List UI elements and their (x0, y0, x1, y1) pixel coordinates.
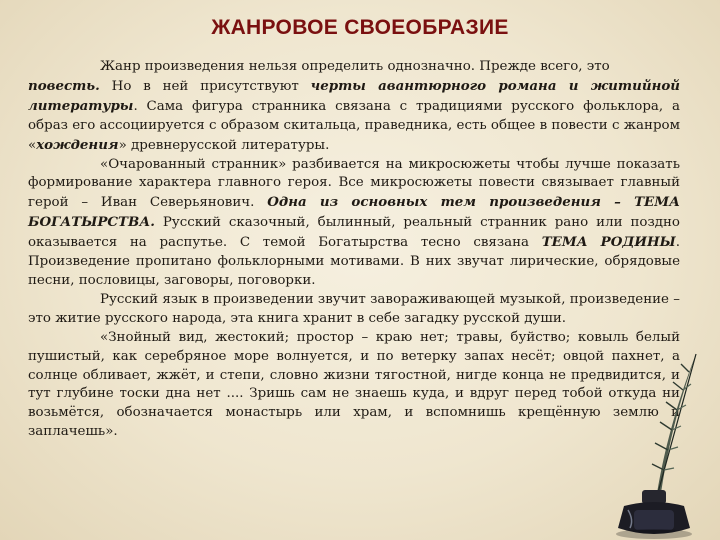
paragraph-language: Русский язык в произведении звучит завораживающей музыкой, произведение – это житие русского народа, эта книга хранит в себе загадку русской души. (28, 291, 680, 326)
body-text (28, 58, 680, 442)
emphasis-bogatyrstvo: Одна из основных тем произведения – ТЕМА БОГАТЫРСТВА. (28, 194, 680, 231)
paragraph-themes: «Очарованный странник» разбивается на микросюжеты чтобы лучше показать формирование характера главного героя. Все микросюжеты повести связывает главный герой – Иван Северьянович. Одна из основных тем произведения – ТЕМА БОГАТЫРСТВА. Русский сказочный, былинный, реальный странник рано или поздно оказывается на распутье. С темой Богатырства тесно связана ТЕМА РОДИНЫ. Произведение пропитано фольклорными мотивами. В них звучат лирические, обрядовые песни, пословицы, заговоры, поговорки. (28, 156, 680, 288)
emphasis-povest: повесть. (28, 77, 100, 94)
paragraph-genre: Жанр произведения нельзя определить однозначно. Прежде всего, это повесть. Но в ней присутствуют черты авантюрного романа и житийной литературы. Сама фигура странника связана с традициями русского фольклора, а образ его ассоциируется с образом скитальца, праведника, есть общее в повести с жанром «хождения» древнерусской литературы. (28, 59, 680, 153)
inkwell-quill-icon (604, 350, 712, 540)
emphasis-khozhdenie: хождения (36, 136, 119, 153)
slide-title: ЖАНРОВОЕ СВОЕОБРАЗИЕ (211, 16, 509, 39)
emphasis-rodina: ТЕМА РОДИНЫ (541, 234, 676, 251)
emphasis-novel-traits: черты авантюрного романа и житийной литературы (28, 77, 680, 114)
paragraph-quote: «Знойный вид, жестокий; простор – краю нет; травы, буйство; ковыль белый пушистый, как серебряное море волнуется, и по ветерку запах несёт; овцой пахнет, а солнце обливает, жжёт, и степи, словно жизни тягостной, нигде конца не предвидится, и тут глубине тоски дна нет .... Зришь сам не знаешь куда, и вдруг перед тобой откуда ни возьмётся, обозначается монастырь или храм, и вспомнишь крещённую землю и заплачешь». (28, 329, 680, 440)
